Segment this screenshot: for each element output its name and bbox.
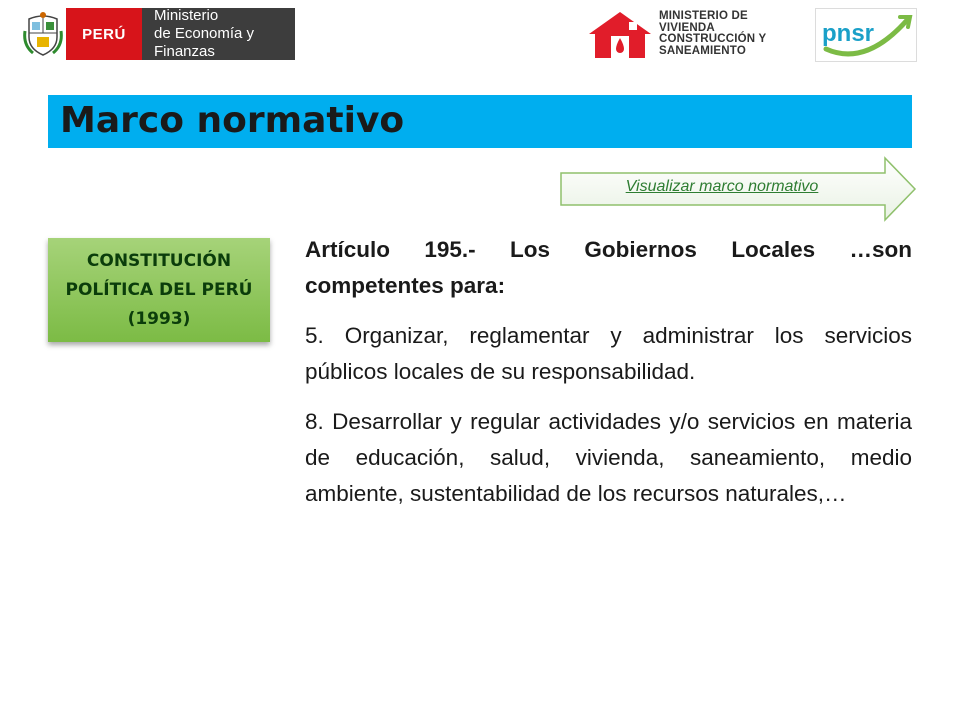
pnsr-wordmark: pnsr: [822, 20, 875, 47]
page-title: Marco normativo: [60, 100, 405, 141]
article-text: [305, 232, 912, 526]
ministry-line-1: Ministerio: [154, 7, 219, 24]
view-legal-framework-button[interactable]: [559, 156, 917, 223]
mvcs-line-4: SANEAMIENTO: [659, 44, 746, 57]
view-legal-framework-link[interactable]: Visualizar marco normativo: [625, 178, 819, 195]
article-heading: Artículo 195.- Los Gobiernos Locales …son competentes para:: [305, 237, 912, 298]
peru-label: PERÚ: [66, 8, 142, 60]
title-bar: [48, 95, 912, 148]
mvcs-line-2: VIVIENDA: [659, 21, 715, 34]
article-item-8: 8. Desarrollar y regular actividades y/o servicios en materia de educación, salud, vivienda, saneamiento, medio ambiente, sustentabilidad de los recursos naturales,…: [305, 409, 912, 506]
article-item-5: 5. Organizar, reglamentar y administrar los servicios públicos locales de su responsabilidad.: [305, 323, 912, 384]
mvcs-name: [655, 8, 805, 60]
peru-coat-of-arms-icon: [20, 8, 66, 60]
mvcs-line-1: MINISTERIO DE: [659, 10, 748, 22]
ministry-line-2: de Economía y Finanzas: [154, 25, 255, 60]
house-icon: [585, 8, 655, 60]
mvcs-logo: [585, 8, 805, 60]
ministry-name: [142, 8, 295, 60]
pnsr-logo: [815, 8, 917, 62]
constitution-box: [48, 238, 270, 342]
mef-logo: [20, 8, 295, 60]
constitution-label: CONSTITUCIÓN POLÍTICA DEL PERÚ (1993): [65, 250, 253, 329]
mvcs-line-3: CONSTRUCCIÓN Y: [659, 33, 767, 45]
